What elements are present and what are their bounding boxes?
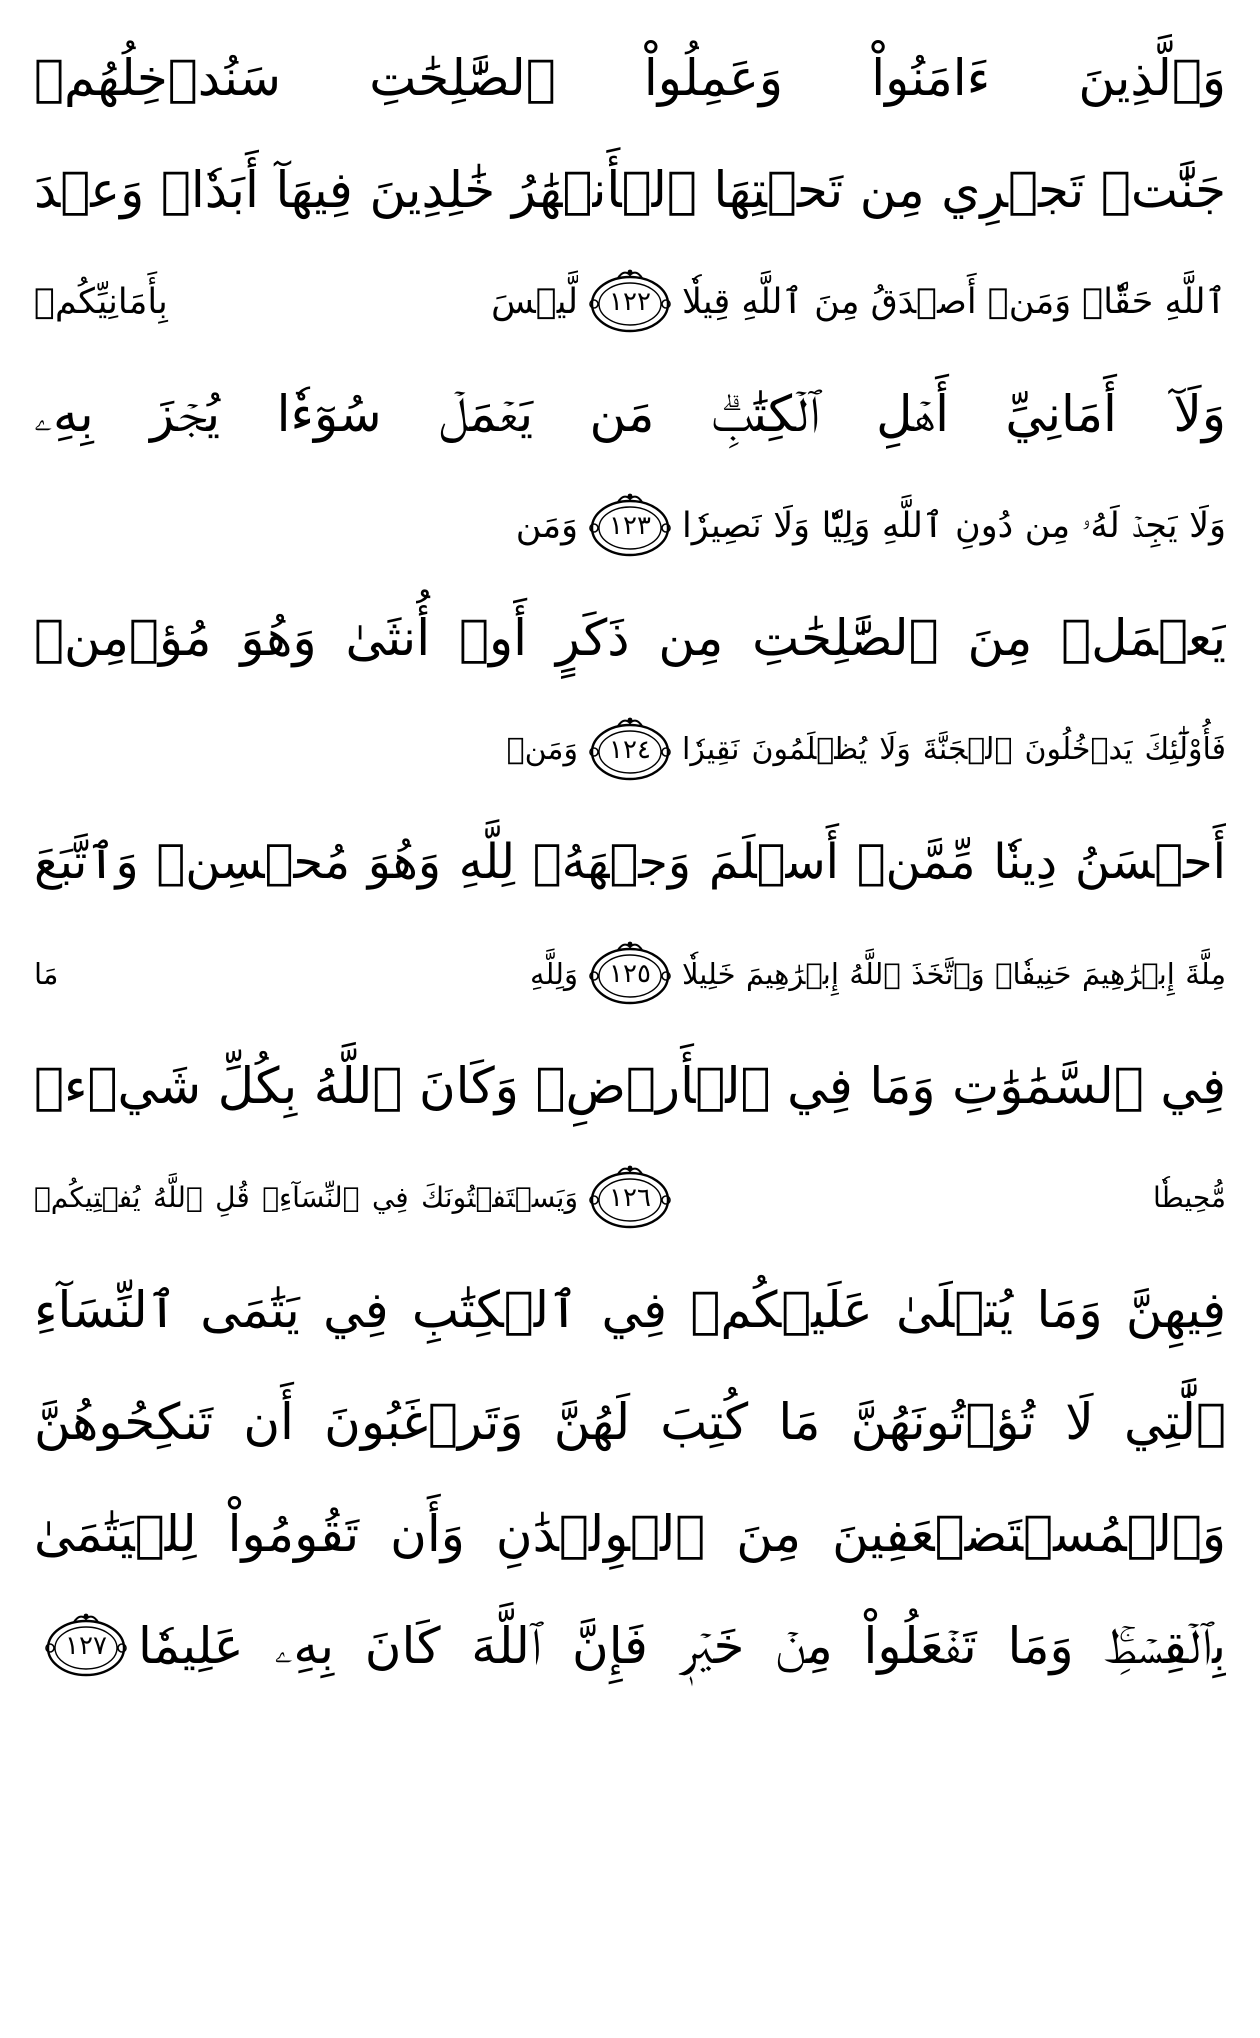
- verse-text: فَأُوْلَٰٓئِكَ يَدۡخُلُونَ ٱلۡجَنَّةَ وَلَا يُظۡلَمُونَ نَقِيرٗا: [682, 732, 1226, 767]
- quran-text-line: [34, 358, 1226, 470]
- verse-text: فِيهِنَّ وَمَا يُتۡلَىٰ عَلَيۡكُمۡ فِي ٱلۡكِتَٰبِ فِي يَتَٰمَى ٱلنِّسَآءِ: [34, 1281, 1226, 1339]
- verse-text: لَّيۡسَ بِأَمَانِيِّكُمۡ: [34, 282, 578, 322]
- ayah-number: ١٢٢: [609, 287, 651, 317]
- quran-text-line: [34, 582, 1226, 694]
- quran-text-line: [34, 1030, 1226, 1142]
- ayah-number-marker: [588, 1163, 672, 1233]
- ayah-number: ١٢٦: [609, 1183, 651, 1213]
- ayah-number: ١٢٥: [609, 959, 651, 989]
- quran-text-line: [34, 1590, 1226, 1702]
- verse-text: يَعۡمَلۡ مِنَ ٱلصَّٰلِحَٰتِ مِن ذَكَرٍ أَوۡ أُنثَىٰ وَهُوَ مُؤۡمِنٞ: [34, 609, 1226, 667]
- verse-text: وَمَن: [515, 506, 578, 546]
- quran-text-line: [34, 918, 1226, 1030]
- verse-text: وَلَآ أَمَانِيِّ أَهۡلِ ٱلۡكِتَٰبِۗ مَن يَعۡمَلۡ سُوٓءٗا يُجۡزَ بِهِۦ: [34, 385, 1226, 443]
- verse-text: فِي ٱلسَّمَٰوَٰتِ وَمَا فِي ٱلۡأَرۡضِۚ وَكَانَ ٱللَّهُ بِكُلِّ شَيۡءٖ: [34, 1057, 1226, 1115]
- quran-text-line: [34, 694, 1226, 806]
- ayah-number: ١٢٧: [65, 1631, 107, 1661]
- verse-text: ٱلَّٰتِي لَا تُؤۡتُونَهُنَّ مَا كُتِبَ لَهُنَّ وَتَرۡغَبُونَ أَن تَنكِحُوهُنَّ: [34, 1393, 1226, 1451]
- ayah-number: ١٢٤: [609, 735, 651, 765]
- verse-text: ٱللَّهِ حَقّٗاۚ وَمَنۡ أَصۡدَقُ مِنَ ٱللَّهِ قِيلٗا: [682, 282, 1226, 322]
- verse-text: مُّحِيطٗا: [1152, 1181, 1226, 1214]
- ayah-number-marker: [588, 715, 672, 785]
- verse-text: أَحۡسَنُ دِينٗا مِّمَّنۡ أَسۡلَمَ وَجۡهَهُۥ لِلَّهِ وَهُوَ مُحۡسِنٞ وَٱتَّبَعَ: [34, 834, 1226, 890]
- quran-text-line: [34, 806, 1226, 918]
- quran-text-line: [34, 1142, 1226, 1254]
- quran-text-line: [34, 134, 1226, 246]
- quran-text-line: [34, 1478, 1226, 1590]
- verse-text: وَمَنۡ: [506, 732, 578, 767]
- ayah-number-marker: [588, 491, 672, 561]
- quran-text-line: [34, 1366, 1226, 1478]
- verse-text: جَنَّٰتٖ تَجۡرِي مِن تَحۡتِهَا ٱلۡأَنۡهَٰرُ خَٰلِدِينَ فِيهَآ أَبَدٗاۖ وَعۡدَ: [34, 161, 1226, 219]
- verse-text: بِٱلۡقِسۡطِۚ وَمَا تَفۡعَلُواْ مِنۡ خَيۡرٖ فَإِنَّ ٱللَّهَ كَانَ بِهِۦ عَلِيمٗا: [138, 1617, 1226, 1675]
- verse-text: وَلِلَّهِ مَا: [34, 957, 578, 991]
- quran-text-line: [34, 22, 1226, 134]
- ayah-number-marker: [588, 267, 672, 337]
- ayah-number-marker: [44, 1611, 128, 1681]
- verse-text: وَيَسۡتَفۡتُونَكَ فِي ٱلنِّسَآءِۖ قُلِ ٱللَّهُ يُفۡتِيكُمۡ: [34, 1181, 578, 1214]
- quran-text-line: [34, 470, 1226, 582]
- verse-text: وَلَا يَجِدۡ لَهُۥ مِن دُونِ ٱللَّهِ وَلِيّٗا وَلَا نَصِيرٗا: [682, 506, 1226, 546]
- quran-text-line: [34, 1254, 1226, 1366]
- verse-text: مِلَّةَ إِبۡرَٰهِيمَ حَنِيفٗاۗ وَٱتَّخَذَ ٱللَّهُ إِبۡرَٰهِيمَ خَلِيلٗا: [682, 957, 1226, 991]
- ayah-number-marker: [588, 939, 672, 1009]
- quran-text-line: [34, 246, 1226, 358]
- ayah-number: ١٢٣: [609, 511, 651, 541]
- verse-text: وَٱلۡمُسۡتَضۡعَفِينَ مِنَ ٱلۡوِلۡدَٰنِ وَأَن تَقُومُواْ لِلۡيَتَٰمَىٰ: [34, 1505, 1226, 1563]
- verse-text: وَٱلَّذِينَ ءَامَنُواْ وَعَمِلُواْ ٱلصَّٰلِحَٰتِ سَنُدۡخِلُهُمۡ: [34, 49, 1226, 107]
